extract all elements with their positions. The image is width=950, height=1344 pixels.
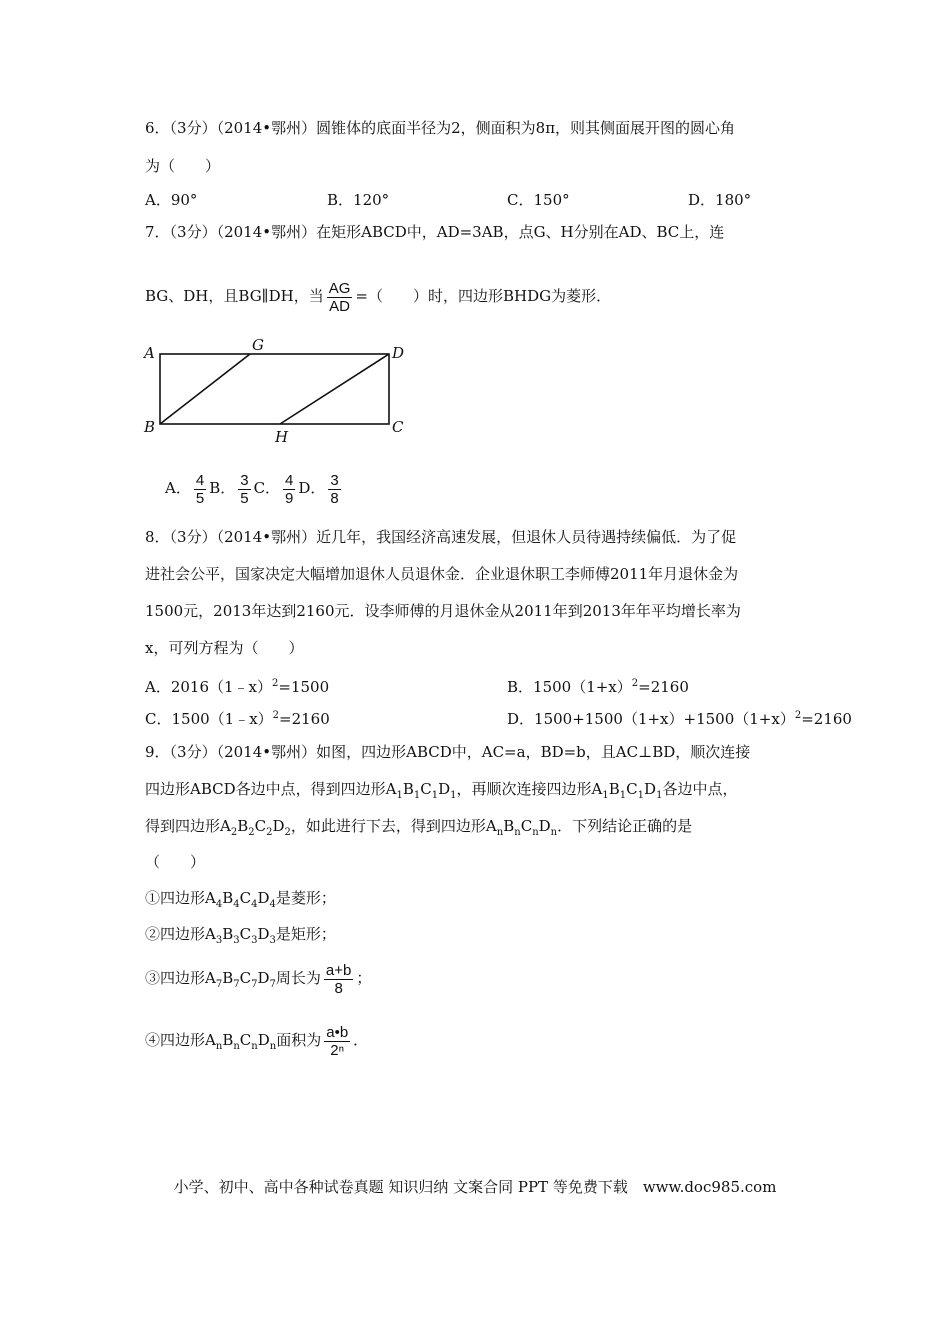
q9-quad-a1b1c1d1: $A_1B_1C_1D_1$ <box>385 780 457 801</box>
q8-option-c <box>145 706 330 729</box>
q8-line1: 8．（3分）（2014•鄂州）近几年，我国经济高速发展，但退休人员待遇持续偏低．为了促 <box>145 528 737 546</box>
q7-frac-num: AG <box>328 279 351 297</box>
q9-s3-post: ； <box>356 969 372 987</box>
q7-line2-post: =（ ）时，四边形BHDG为菱形． <box>355 287 612 305</box>
q8-option-a <box>145 674 329 697</box>
q9-s3-mid: 周长为 <box>275 969 321 987</box>
segment-bg <box>160 354 250 424</box>
q9-line3-b: ，如此进行下去，得到四边形 <box>290 817 486 835</box>
q9-s1-pre: ①四边形 <box>145 889 206 907</box>
q9-statement-1 <box>145 888 336 915</box>
q8-opt-a-sup: 2 <box>272 678 279 689</box>
q8-opt-a-post: =1500 <box>278 678 330 696</box>
q8-opt-d-sup: 2 <box>794 710 802 721</box>
q7-opt-c-den: 9 <box>285 489 294 507</box>
q7-opt-b-num: 3 <box>240 471 249 489</box>
q9-s3-pre: ③四边形 <box>145 969 206 987</box>
q9-line1: 9．（3分）（2014•鄂州）如图，四边形ABCD中，AC=a，BD=b，且AC⊥BD，顺次连接 <box>145 743 751 761</box>
q7-line2 <box>145 278 611 315</box>
q7-options <box>165 470 344 507</box>
q6-option-d: D．180° <box>688 191 752 209</box>
label-a: A <box>144 344 155 362</box>
q7-opt-a-frac <box>194 472 206 507</box>
q8-opt-b-sup: 2 <box>631 678 639 689</box>
q9-line2-b: ，再顺次连接四边形 <box>456 780 592 798</box>
q8-opt-b-pre: B．1500（1+x） <box>507 678 632 696</box>
q8-line4: x，可列方程为（ ） <box>145 639 304 657</box>
label-d: D <box>392 344 405 362</box>
q8-opt-c-pre: C．1500（1﹣x） <box>145 710 273 728</box>
q7-opt-d-num: 3 <box>330 471 339 489</box>
q7-opt-d-den: 8 <box>330 489 339 507</box>
label-h: H <box>275 428 289 446</box>
q9-s2-pre: ②四边形 <box>145 925 206 943</box>
page-footer: 小学、初中、高中各种试卷真题 知识归纳 文案合同 PPT 等免费下载 www.doc985.com <box>173 1178 777 1196</box>
q9-s1-post: 是菱形； <box>275 889 336 907</box>
q7-opt-a-num: 4 <box>195 471 205 489</box>
q9-line2-c: 各边中点， <box>662 780 738 798</box>
q9-quad-anbncndn-2: $A_nB_nC_nD_n$ <box>205 1031 277 1052</box>
q7-opt-d-frac <box>328 472 340 507</box>
q6-option-c: C．150° <box>507 191 570 209</box>
q9-statement-2 <box>145 924 336 951</box>
q8-opt-a-pre: A．2016（1﹣x） <box>145 678 273 696</box>
q9-s3-num: a+b <box>325 961 352 979</box>
rect-abcd <box>160 354 389 424</box>
q8-opt-d-post: =2160 <box>801 710 852 728</box>
q7-fraction-ag-ad <box>327 280 353 315</box>
q9-quad-a1b1c1d1-2: $A_1B_1C_1D_1$ <box>591 780 663 801</box>
q6-option-b: B．120° <box>327 191 390 209</box>
q7-opt-a-label: A． <box>165 479 191 497</box>
q9-line2-a: 四边形ABCD各边中点，得到四边形 <box>145 780 386 798</box>
q9-s4-post: ． <box>353 1031 369 1049</box>
q8-opt-b-post: =2160 <box>638 678 689 696</box>
q8-opt-d-pre: D．1500+1500（1+x）+1500（1+x） <box>507 710 795 728</box>
label-g: G <box>252 336 264 354</box>
q8-option-d <box>507 706 852 729</box>
q7-opt-c-num: 4 <box>285 471 294 489</box>
q9-s4-num: a•b <box>326 1023 349 1041</box>
q8-line2: 进社会公平，国家决定大幅增加退休人员退休金．企业退休职工李师傅2011年月退休金为 <box>145 565 739 583</box>
q9-s4-fraction <box>324 1024 350 1059</box>
q7-opt-b-label: B． <box>209 479 236 497</box>
q8-line3: 1500元，2013年达到2160元．设李师傅的月退休金从2011年到2013年年平均增长率为 <box>145 602 741 620</box>
q9-s4-den: 2ⁿ <box>330 1041 345 1059</box>
q7-opt-b-frac <box>238 472 250 507</box>
q8-opt-c-post: =2160 <box>279 710 330 728</box>
q8-opt-c-sup: 2 <box>272 710 280 721</box>
q9-line3-a: 得到四边形 <box>145 817 221 835</box>
q7-frac-den: AD <box>329 297 350 315</box>
q7-opt-d-label: D． <box>298 479 326 497</box>
q7-opt-c-frac <box>283 472 295 507</box>
q7-opt-a-den: 5 <box>195 489 205 507</box>
q9-quad-a4b4c4d4: $A_4B_4C_4D_4$ <box>205 889 276 910</box>
q9-statement-4 <box>145 1020 368 1067</box>
q6-option-a: A．90° <box>145 191 198 209</box>
q8-option-b <box>507 674 689 697</box>
q9-s4-mid: 面积为 <box>276 1031 322 1049</box>
q6-line1: 6．（3分）（2014•鄂州）圆锥体的底面半径为2，侧面积为8π，则其侧面展开图的圆心角 <box>145 119 736 137</box>
q6-line2: 为（ ） <box>145 157 221 175</box>
q7-line2-pre: BG、DH，且BG∥DH，当 <box>145 287 324 305</box>
q7-opt-c-label: C． <box>253 479 281 497</box>
q9-quad-a3b3c3d3: $A_3B_3C_3D_3$ <box>205 925 276 946</box>
q9-line3-c: ．下列结论正确的是 <box>557 817 693 835</box>
q7-opt-b-den: 5 <box>240 489 249 507</box>
q7-line1: 7．（3分）（2014•鄂州）在矩形ABCD中，AD=3AB，点G、H分别在AD、BC上，连 <box>145 223 725 241</box>
q9-line4: （ ） <box>145 853 206 871</box>
label-c: C <box>392 418 404 436</box>
q9-line3 <box>145 816 692 843</box>
q9-quad-a2b2c2d2: $A_2B_2C_2D_2$ <box>220 817 291 838</box>
q7-rectangle-figure <box>138 336 418 446</box>
q9-s3-den: 8 <box>334 979 343 997</box>
q9-quad-anbncndn: $A_nB_nC_nD_n$ <box>485 817 558 838</box>
q9-s2-post: 是矩形； <box>275 925 336 943</box>
segment-hd <box>280 354 389 424</box>
q9-s4-pre: ④四边形 <box>145 1031 206 1049</box>
q9-s3-fraction <box>324 962 353 997</box>
label-b: B <box>144 418 156 436</box>
q9-statement-3 <box>145 958 371 1005</box>
q9-quad-a7b7c7d7: $A_7B_7C_7D_7$ <box>205 969 276 990</box>
q9-line2 <box>145 779 737 806</box>
